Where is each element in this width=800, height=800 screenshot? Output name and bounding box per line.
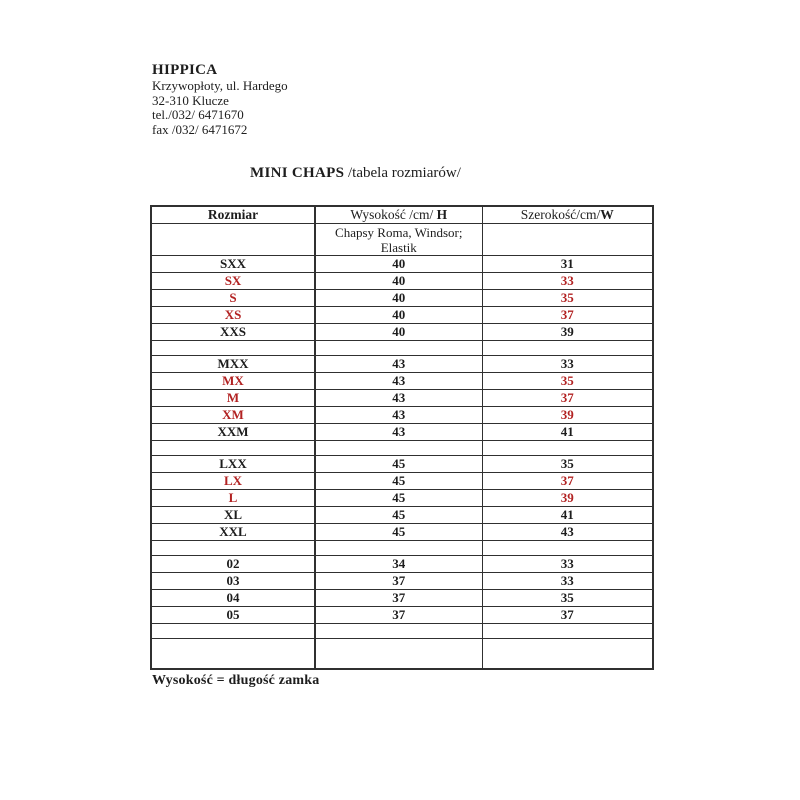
size-cell: LX [151,473,315,490]
height-cell: 45 [315,524,482,541]
width-cell [482,541,653,556]
table-row [151,307,653,324]
width-cell: 43 [482,524,653,541]
table-row [151,407,653,424]
size-cell: 03 [151,573,315,590]
size-cell: SXX [151,256,315,273]
size-cell [151,639,315,669]
width-cell [482,624,653,639]
width-cell: 33 [482,273,653,290]
height-cell: 45 [315,507,482,524]
size-table [150,205,654,670]
height-cell: 40 [315,324,482,341]
table-row [151,473,653,490]
height-cell: 40 [315,290,482,307]
width-cell [482,441,653,456]
height-header-text: Wysokość /cm/ [350,207,437,222]
table-row [151,524,653,541]
table-row [151,373,653,390]
size-cell: XS [151,307,315,324]
spacer-row [151,541,653,556]
size-cell [151,441,315,456]
size-cell: 02 [151,556,315,573]
height-cell: 45 [315,456,482,473]
table-row [151,273,653,290]
size-cell: M [151,390,315,407]
height-cell: 43 [315,390,482,407]
table-row [151,607,653,624]
width-cell: 37 [482,390,653,407]
height-cell: 40 [315,307,482,324]
size-cell: MXX [151,356,315,373]
width-cell: 35 [482,456,653,473]
size-cell: S [151,290,315,307]
size-cell: 05 [151,607,315,624]
width-cell: 33 [482,573,653,590]
table-row [151,390,653,407]
height-cell [315,441,482,456]
width-cell: 41 [482,507,653,524]
width-header-text: Szerokość/cm/ [520,207,601,222]
spacer-row [151,441,653,456]
width-header-symbol: W [600,207,614,222]
width-cell: 35 [482,290,653,307]
size-cell: XXS [151,324,315,341]
table-row [151,556,653,573]
width-cell: 37 [482,473,653,490]
table-row [151,256,653,273]
header-row [151,206,653,224]
width-cell: 35 [482,373,653,390]
height-cell [315,341,482,356]
width-cell: 35 [482,590,653,607]
table-row [151,490,653,507]
column-header-size: Rozmiar [151,206,315,224]
spacer-row [151,639,653,669]
spacer-row [151,624,653,639]
width-cell: 37 [482,307,653,324]
height-cell [315,624,482,639]
table-row [151,424,653,441]
width-cell: 39 [482,490,653,507]
phone-line: tel./032/ 6471670 [152,107,244,123]
table-row [151,456,653,473]
model-names-line2: Elastik [380,239,417,255]
height-cell: 43 [315,373,482,390]
height-cell: 45 [315,490,482,507]
size-table-body [151,256,653,669]
size-cell: LXX [151,456,315,473]
table-row [151,324,653,341]
height-cell: 37 [315,590,482,607]
size-cell: XM [151,407,315,424]
table-row [151,290,653,307]
footnote: Wysokość = długość zamka [152,673,320,688]
height-cell: 43 [315,356,482,373]
spacer-row [151,341,653,356]
height-cell: 34 [315,556,482,573]
width-cell [482,341,653,356]
subheader-empty-cell [151,224,315,256]
table-row [151,507,653,524]
size-cell: XXM [151,424,315,441]
width-cell: 31 [482,256,653,273]
width-cell: 39 [482,324,653,341]
height-cell: 37 [315,573,482,590]
column-header-width [482,206,653,224]
height-cell [315,639,482,669]
height-header-symbol: H [436,207,448,222]
size-cell: L [151,490,315,507]
size-cell [151,541,315,556]
address-street: Krzywopłoty, ul. Hardego [152,78,288,93]
width-cell: 37 [482,607,653,624]
width-cell: 33 [482,556,653,573]
subheader-row [151,224,653,256]
width-cell [482,639,653,669]
page-title-product: MINI CHAPS [250,165,345,181]
height-cell: 43 [315,424,482,441]
model-names-cell [315,224,482,256]
company-name: HIPPICA [152,62,218,78]
height-cell: 40 [315,256,482,273]
size-cell [151,341,315,356]
height-cell: 40 [315,273,482,290]
size-cell [151,624,315,639]
model-names-line1: Chapsy Roma, Windsor; [335,224,463,240]
size-cell: XXL [151,524,315,541]
table-row [151,590,653,607]
size-cell: 04 [151,590,315,607]
page-title-suffix: /tabela rozmiarów/ [344,165,461,181]
width-cell: 39 [482,407,653,424]
height-cell: 45 [315,473,482,490]
column-header-height [315,206,482,224]
size-cell: XL [151,507,315,524]
fax-line: fax /032/ 6471672 [152,121,248,137]
width-cell: 41 [482,424,653,441]
height-cell: 43 [315,407,482,424]
subheader-empty-cell [482,224,653,256]
address-city: 32-310 Klucze [152,92,229,108]
size-cell: MX [151,373,315,390]
letterhead [152,62,288,137]
page-title [250,165,461,182]
height-cell: 37 [315,607,482,624]
size-table-head [151,206,653,256]
height-cell [315,541,482,556]
table-row [151,356,653,373]
width-cell: 33 [482,356,653,373]
table-row [151,573,653,590]
size-cell: SX [151,273,315,290]
